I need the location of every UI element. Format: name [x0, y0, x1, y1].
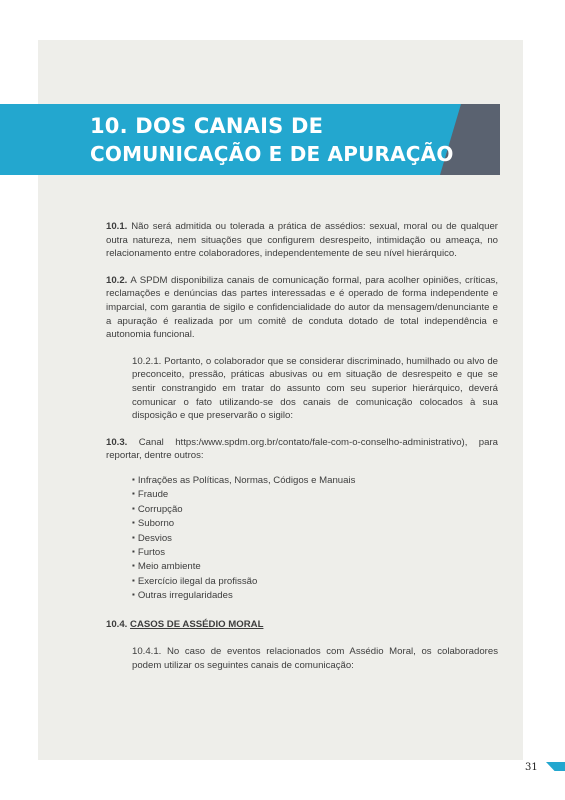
clause-text: Canal https:/www.spdm.org.br/contato/fale-com-o-conselho-administrativo), para reportar, dentre outros:	[106, 436, 498, 462]
list-item: ▪ Desvios	[132, 532, 498, 546]
section-title-line-1: 10. DOS CANAIS DE	[90, 114, 324, 138]
clause-text: A SPDM disponibiliza canais de comunicação formal, para acolher opiniões, críticas, reclamações e denúncias das partes interessadas e é operado de forma independente e imparcial, com garantia de sigilo e confidencialidade do autor da mensagem/denunciante e a apuração é realizada por um comitê de conduta dotado de total independência e autonomia funcional.	[106, 274, 498, 341]
clause-number: 10.3.	[106, 436, 128, 448]
list-item: ▪ Outras irregularidades	[132, 589, 498, 603]
paragraph-10-2-1: 10.2.1. Portanto, o colaborador que se considerar discriminado, humilhado ou alvo de preconceito, pressão, práticas abusivas ou em situação de desrespeito e que se sentir constrangido em tratar do assunto com seu superior hierárquico, deverá comunicar o fato utilizando-se dos canais de comunicação colocados à sua disposição e que preservarão o sigilo:	[132, 355, 498, 422]
clause-heading: CASOS DE ASSÉDIO MORAL	[130, 618, 264, 630]
page-number: 31	[525, 762, 538, 773]
heading-10-4	[106, 618, 498, 632]
list-item: ▪ Fraude	[132, 488, 498, 502]
list-item: ▪ Furtos	[132, 546, 498, 560]
section-title-line-2: COMUNICAÇÃO E DE APURAÇÃO	[90, 142, 454, 166]
paragraph-10-3	[106, 436, 498, 463]
clause-number: 10.2.	[106, 274, 128, 286]
clause-number: 10.1.	[106, 221, 128, 232]
list-item: ▪ Infrações as Políticas, Normas, Códigos e Manuais	[132, 474, 498, 488]
paragraph-10-1	[106, 220, 498, 261]
clause-text: Não será admitida ou tolerada a prática de assédios: sexual, moral ou de qualquer outra natureza, nem situações que configurem desrespeito, intimidação ou ameaça, no relacionamento entre colaboradores, independentemente de seu nível hierárquico.	[106, 221, 498, 260]
report-topics-list	[106, 474, 498, 604]
list-item: ▪ Meio ambiente	[132, 560, 498, 574]
paragraph-10-4-1: 10.4.1. No caso de eventos relacionados com Assédio Moral, os colaboradores podem utilizar os seguintes canais de comunicação:	[132, 646, 498, 671]
list-item: ▪ Exercício ilegal da profissão	[132, 575, 498, 589]
paragraph-10-2	[106, 274, 498, 342]
list-item: ▪ Suborno	[132, 517, 498, 531]
document-body	[106, 220, 498, 685]
page-number-marker	[546, 762, 565, 771]
clause-number: 10.4.	[106, 618, 128, 630]
list-item: ▪ Corrupção	[132, 503, 498, 517]
